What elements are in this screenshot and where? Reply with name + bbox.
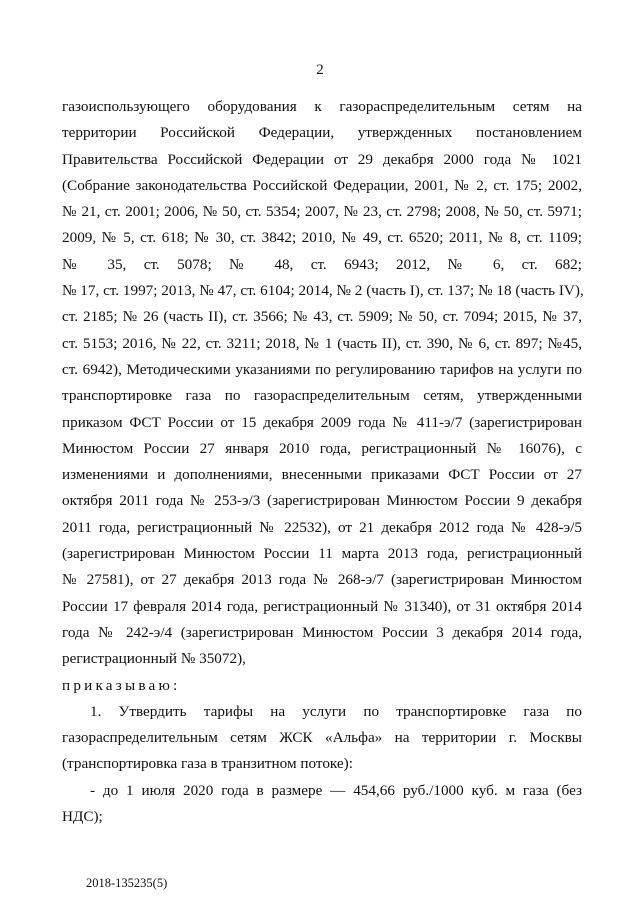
text-line: (Собрание законодательства Российской Федерации, 2001, № 2, ст. 175; 2002, bbox=[62, 176, 582, 194]
text-line: России 17 февраля 2014 года, регистрационный № 31340), от 31 октября 2014 bbox=[62, 597, 582, 615]
text-line: транспортировке газа по газораспределительным сетям, утвержденными bbox=[62, 387, 582, 405]
text-line: газоиспользующего оборудования к газораспределительным сетям на bbox=[62, 98, 582, 115]
text-line: ст. 2185; № 26 (часть II), ст. 3566; № 43, ст. 5909; № 50, ст. 7094; 2015, № 37, bbox=[62, 308, 582, 326]
text-line: № 21, ст. 2001; 2006, № 50, ст. 5354; 2007, № 23, ст. 2798; 2008, № 50, ст. 5971; bbox=[62, 203, 582, 221]
text-line: территории Российской Федерации, утвержденных постановлением bbox=[62, 124, 582, 142]
text-line: № 35, ст. 5078; № 48, ст. 6943; 2012, № 6, ст. 682; bbox=[62, 255, 582, 273]
text-line: Правительства Российской Федерации от 29 декабря 2000 года № 1021 bbox=[62, 150, 582, 168]
text-line: (зарегистрирован Минюстом России 11 марта 2013 года, регистрационный bbox=[62, 545, 582, 563]
item-1-line: 1. Утвердить тарифы на услуги по транспортировке газа по bbox=[90, 702, 582, 720]
text-line: ст. 5153; 2016, № 22, ст. 3211; 2018, № 1 (часть II), ст. 390, № 6, ст. 897; №45, bbox=[62, 334, 582, 352]
text-line: года № 242-э/4 (зарегистрирован Минюстом России 3 декабря 2014 года, bbox=[62, 623, 582, 641]
item-1-line: (транспортировка газа в транзитном потоке): bbox=[62, 755, 353, 773]
text-line: ст. 6942), Методическими указаниями по регулированию тарифов на услуги по bbox=[62, 360, 582, 378]
tariff-bullet-line: НДС); bbox=[62, 808, 103, 826]
text-line: № 17, ст. 1997; 2013, № 47, ст. 6104; 2014, № 2 (часть I), ст. 137; № 18 (часть IV), bbox=[62, 282, 584, 300]
text-line: Минюстом России 27 января 2010 года, регистрационный № 16076), с bbox=[62, 439, 582, 457]
page-number: 2 bbox=[316, 62, 324, 78]
text-line: приказом ФСТ России от 15 декабря 2009 года № 411-э/7 (зарегистрирован bbox=[62, 413, 582, 431]
order-word: приказываю: bbox=[62, 676, 181, 694]
text-line: 2011 года, регистрационный № 22532), от 21 декабря 2012 года № 428-э/5 bbox=[62, 518, 582, 536]
text-line: регистрационный № 35072), bbox=[62, 650, 246, 668]
text-line: № 27581), от 27 декабря 2013 года № 268-э/7 (зарегистрирован Минюстом bbox=[62, 571, 582, 589]
document-body bbox=[62, 94, 582, 830]
text-line: изменениями и дополнениями, внесенными приказами ФСТ России от 27 bbox=[62, 466, 582, 484]
item-1-line: газораспределительным сетям ЖСК «Альфа» на территории г. Москвы bbox=[62, 729, 582, 747]
document-code: 2018-135235(5) bbox=[86, 876, 168, 890]
tariff-bullet-line: - до 1 июля 2020 года в размере — 454,66 руб./1000 куб. м газа (без bbox=[90, 781, 582, 799]
text-line: 2009, № 5, ст. 618; № 30, ст. 3842; 2010, № 49, ст. 6520; 2011, № 8, ст. 1109; bbox=[62, 229, 582, 247]
text-line: октября 2011 года № 253-э/3 (зарегистрирован Минюстом России 9 декабря bbox=[62, 492, 582, 510]
